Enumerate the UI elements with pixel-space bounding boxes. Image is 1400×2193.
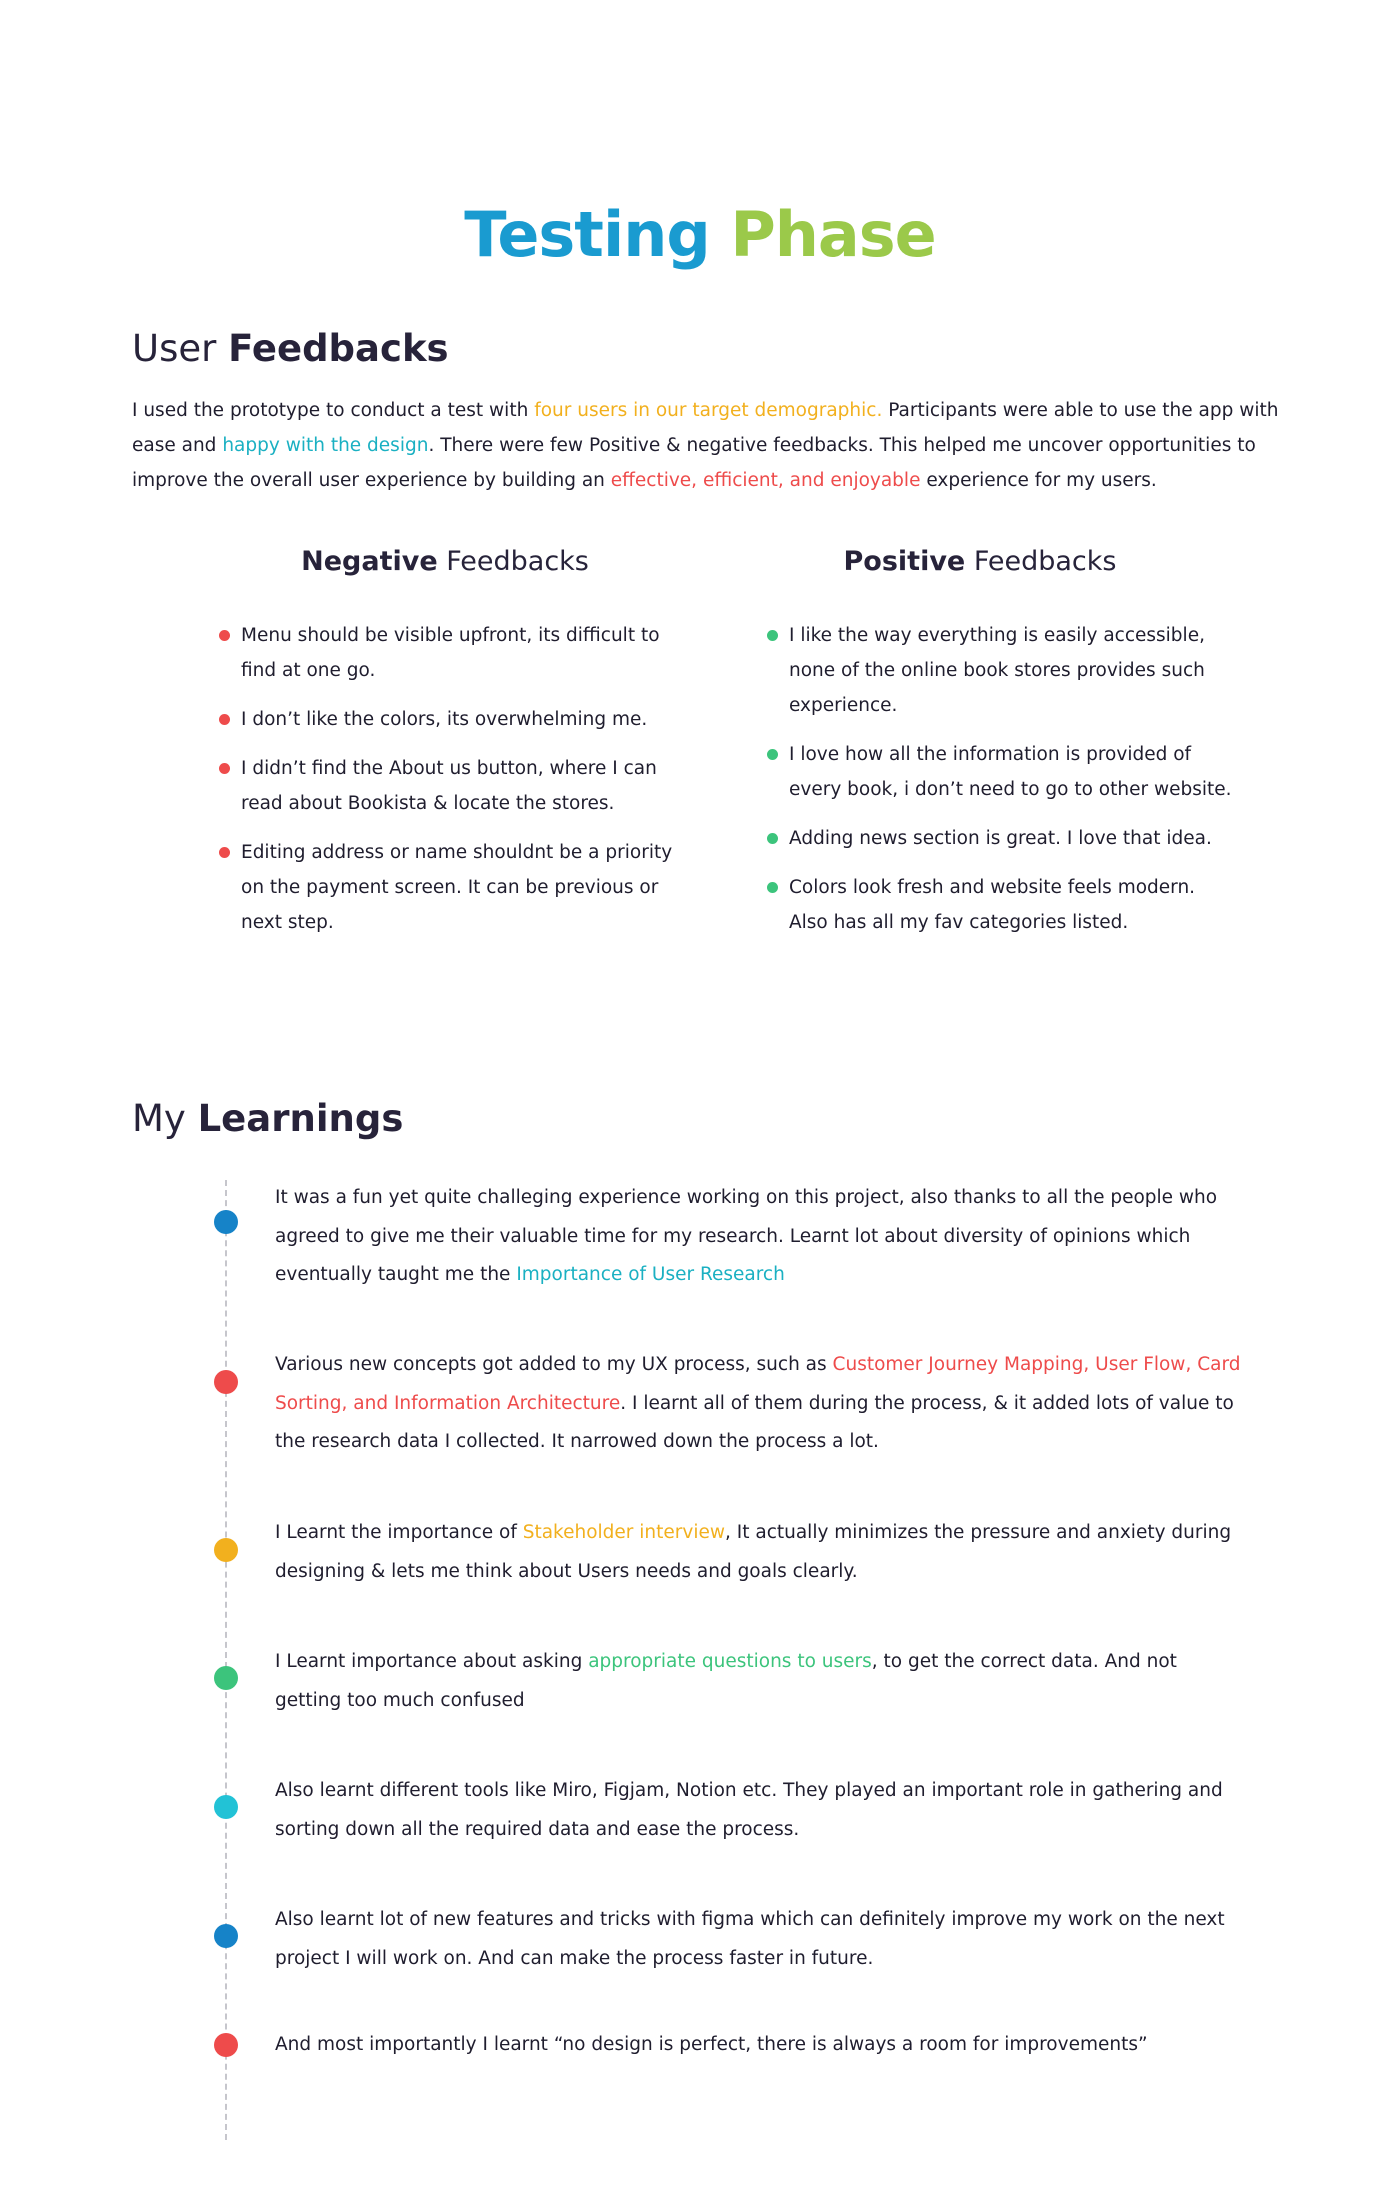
learning-text: And most importantly I learnt “no design is perfect, there is always a room for improvements” (275, 2034, 1148, 2055)
learning-text: It was a fun yet quite challeging experience working on this project, also thanks to all the people who agreed to give me their valuable time for my research. Learnt lot about diversity of opinions which eventually taught me the (275, 1187, 1218, 1285)
learning-text: Also learnt lot of new features and tricks with figma which can definitely improve my work on the next project I will work on. And can make the process faster in future. (275, 1909, 1225, 1969)
title-space (710, 198, 731, 271)
negative-feedback-list (219, 618, 689, 954)
red-bullet-icon (219, 714, 230, 725)
positive-heading-bold: Positive (843, 546, 966, 577)
negative-feedback-text: I don’t like the colors, its overwhelming me. (241, 709, 648, 730)
negative-feedback-text: Menu should be visible upfront, its difficult to find at one go. (241, 625, 660, 681)
user-feedbacks-heading-light: User (132, 327, 229, 370)
green-bullet-icon (767, 833, 778, 844)
learning-text: , It actually minimizes the pressure and anxiety during designing & lets me think about Users needs and goals clearly. (275, 1522, 1232, 1582)
red-bullet-icon (219, 763, 230, 774)
positive-feedback-list (767, 618, 1237, 954)
learning-text: Also learnt different tools like Miro, Figjam, Notion etc. They played an important role in gathering and sorting down all the required data and ease the process. (275, 1780, 1223, 1840)
page-title (0, 195, 1400, 275)
intro-text: Participants were able to use the app with ease and (132, 400, 1279, 456)
negative-feedbacks-heading (245, 544, 645, 580)
list-item (219, 835, 689, 940)
timeline-dot-icon (214, 1210, 238, 1234)
positive-feedback-text: I like the way everything is easily accessible, none of the online book stores provides such experience. (789, 625, 1205, 716)
positive-feedback-text: I love how all the information is provided of every book, i don’t need to go to other website. (789, 744, 1232, 800)
list-item (767, 618, 1237, 723)
red-bullet-icon (219, 847, 230, 858)
positive-feedback-text: Colors look fresh and website feels modern. Also has all my fav categories listed. (789, 877, 1196, 933)
green-bullet-icon (767, 882, 778, 893)
negative-feedback-text: I didn’t find the About us button, where I can read about Bookista & locate the stores. (241, 758, 657, 814)
learning-text: I Learnt importance about asking (275, 1651, 589, 1672)
list-item (767, 870, 1237, 940)
learning-text: , to get the correct data. And not getting too much confused (275, 1651, 1177, 1711)
negative-heading-bold: Negative (301, 546, 438, 577)
positive-feedbacks-heading (780, 544, 1180, 580)
list-item (767, 737, 1237, 807)
list-item (219, 618, 689, 688)
learning-item (275, 1514, 1245, 1591)
learning-text: I Learnt the importance of (275, 1522, 523, 1543)
learning-item (275, 1901, 1245, 1978)
negative-feedback-text: Editing address or name shouldnt be a priority on the payment screen. It can be previous or next step. (241, 842, 673, 933)
intro-text: I used the prototype to conduct a test with (132, 400, 535, 421)
title-word-phase: Phase (730, 198, 936, 271)
my-learnings-heading (132, 1094, 403, 1144)
learning-item (275, 1179, 1245, 1295)
green-bullet-icon (767, 630, 778, 641)
timeline-dashed-line (225, 1180, 227, 2140)
timeline-dot-icon (214, 1666, 238, 1690)
intro-text: . There were few Positive & negative feedbacks. This helped me uncover opportunities to improve the overall user experience by building an (132, 435, 1256, 491)
feedbacks-intro-paragraph (132, 393, 1282, 498)
timeline-dot-icon (214, 1370, 238, 1394)
list-item (219, 702, 689, 737)
negative-heading-light: Feedbacks (437, 546, 589, 577)
my-learnings-heading-bold: Learnings (197, 1097, 404, 1140)
timeline-dot-icon (214, 1538, 238, 1562)
learning-highlight: appropriate questions to users (588, 1651, 872, 1672)
intro-highlight-users: four users in our target demographic. (534, 400, 883, 421)
learning-highlight: Stakeholder interview (522, 1522, 725, 1543)
timeline-dot-icon (214, 2033, 238, 2057)
red-bullet-icon (219, 630, 230, 641)
intro-highlight-design: happy with the design (222, 435, 429, 456)
list-item (767, 821, 1237, 856)
learning-highlight: Customer Journey Mapping, User Flow, Card Sorting, and Information Architecture (275, 1354, 1241, 1414)
timeline-dot-icon (214, 1795, 238, 1819)
timeline-dot-icon (214, 1924, 238, 1948)
learning-text: . I learnt all of them during the process, & it added lots of value to the research data I collected. It narrowed down the process a lot. (275, 1392, 1234, 1452)
positive-heading-light: Feedbacks (965, 546, 1117, 577)
learning-item (275, 1346, 1245, 1462)
positive-feedback-text: Adding news section is great. I love that idea. (789, 828, 1212, 849)
green-bullet-icon (767, 749, 778, 760)
learning-item (275, 2026, 1245, 2065)
learning-highlight: Importance of User Research (516, 1264, 785, 1285)
intro-text: experience for my users. (920, 470, 1157, 491)
list-item (219, 751, 689, 821)
title-word-testing: Testing (464, 198, 710, 271)
user-feedbacks-heading (132, 324, 449, 374)
learning-text: Various new concepts got added to my UX process, such as (275, 1354, 833, 1375)
learning-item (275, 1643, 1245, 1720)
my-learnings-heading-light: My (132, 1097, 198, 1140)
user-feedbacks-heading-bold: Feedbacks (228, 327, 449, 370)
intro-highlight-effective: effective, efficient, and enjoyable (610, 470, 921, 491)
learning-item (275, 1772, 1245, 1849)
